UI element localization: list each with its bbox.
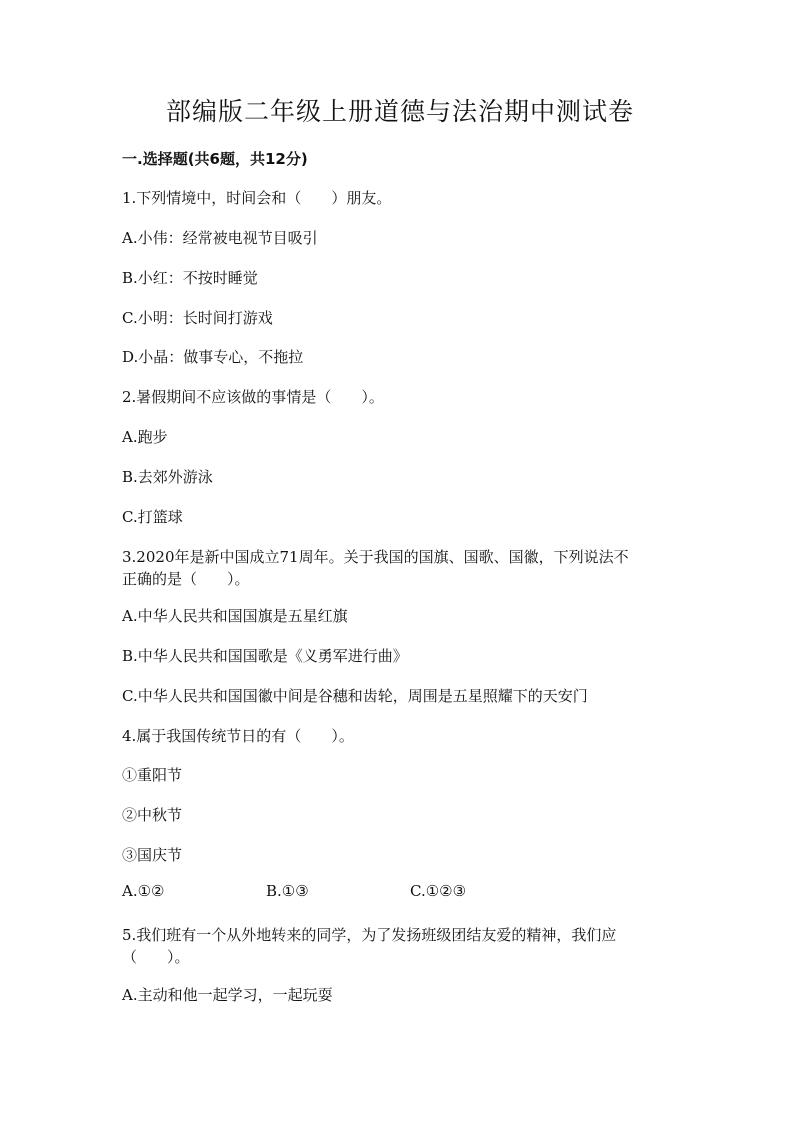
question-5-stem-line1: 5.我们班有一个从外地转来的同学，为了发扬班级团结友爱的精神，我们应 [122,926,617,944]
question-3-option-b: B.中华人民共和国国歌是《义勇军进行曲》 [122,647,408,665]
question-4-option-c: C.①②③ [410,882,467,900]
question-3-option-a: A.中华人民共和国国旗是五星红旗 [122,607,348,625]
question-4-stem: 4.属于我国传统节日的有（ ）。 [122,727,354,745]
question-3-stem-line2: 正确的是（ ）。 [122,570,250,588]
question-5-stem-line2: （ ）。 [122,948,190,966]
question-1-option-d: D.小晶：做事专心，不拖拉 [122,348,304,366]
question-1-option-c: C.小明：长时间打游戏 [122,309,273,327]
question-1-option-a: A.小伟：经常被电视节目吸引 [122,229,318,247]
question-3-stem-line1: 3.2020年是新中国成立71周年。关于我国的国旗、国歌、国徽，下列说法不 [122,548,629,566]
question-4-option-a: A.①② [122,882,165,900]
question-4-option-b: B.①③ [266,882,309,900]
page-title: 部编版二年级上册道德与法治期中测试卷 [165,97,634,126]
question-2-stem: 2.暑假期间不应该做的事情是（ ）。 [122,388,384,406]
question-4-item-3: ③国庆节 [122,846,183,864]
question-5-option-a: A.主动和他一起学习，一起玩耍 [122,986,333,1004]
question-4-item-2: ②中秋节 [122,806,183,824]
question-1-option-b: B.小红：不按时睡觉 [122,269,258,287]
question-2-option-a: A.跑步 [122,428,168,446]
question-2-option-c: C.打篮球 [122,508,183,526]
question-3-option-c: C.中华人民共和国国徽中间是谷穗和齿轮，周围是五星照耀下的天安门 [122,687,588,705]
section-heading: 一.选择题(共6题，共12分) [122,150,308,168]
question-1-stem: 1.下列情境中，时间会和（ ）朋友。 [122,189,392,207]
question-4-item-1: ①重阳节 [122,766,183,784]
question-2-option-b: B.去郊外游泳 [122,468,213,486]
